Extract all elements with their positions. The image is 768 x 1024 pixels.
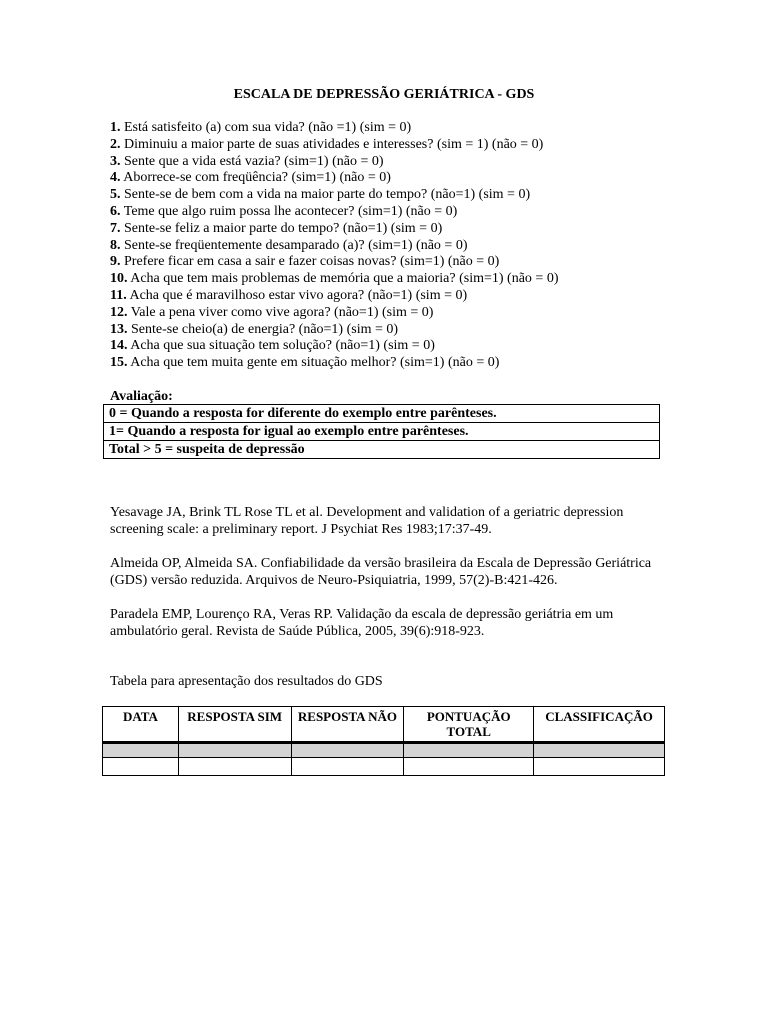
question-number: 7. [110, 220, 121, 236]
question-number: 9. [110, 254, 121, 270]
header-resposta-nao: RESPOSTA NÃO [291, 707, 404, 743]
table-cell [103, 758, 179, 776]
question-text: Sente-se feliz a maior parte do tempo? (não=1) (sim = 0) [120, 220, 443, 236]
reference-item: Paradela EMP, Lourenço RA, Veras RP. Validação da escala de depressão geriátria em um ambulatório geral. Revista de Saúde Pública, 2005, 39(6):918-923. [110, 607, 614, 639]
question-item [110, 355, 670, 372]
question-item [110, 204, 670, 221]
question-number: 12. [110, 304, 128, 320]
question-text: Acha que é maravilhoso estar vivo agora? (não=1) (sim = 0) [126, 287, 468, 303]
evaluation-row [104, 405, 660, 423]
table-cell [291, 758, 404, 776]
question-text: Vale a pena viver como vive agora? (não=1) (sim = 0) [127, 304, 434, 320]
question-item [110, 238, 670, 255]
table-cell [103, 743, 179, 758]
question-number: 4. [110, 170, 121, 186]
question-number: 8. [110, 237, 121, 253]
results-table-label: Tabela para apresentação dos resultados do GDS [110, 674, 383, 689]
question-number: 3. [110, 153, 121, 169]
question-text: Sente-se de bem com a vida na maior parte do tempo? (não=1) (sim = 0) [120, 187, 531, 203]
question-list [110, 120, 670, 372]
question-item [110, 170, 670, 187]
header-classificacao: CLASSIFICAÇÃO [534, 707, 665, 743]
reference-item: Yesavage JA, Brink TL Rose TL et al. Development and validation of a geriatric depression screening scale: a preliminary report. J Psychiat Res 1983;17:37-49. [110, 505, 624, 537]
question-item [110, 322, 670, 339]
question-text: Sente-se cheio(a) de energia? (não=1) (sim = 0) [127, 321, 399, 337]
question-number: 11. [110, 287, 127, 303]
question-number: 2. [110, 136, 121, 152]
question-item [110, 254, 670, 271]
question-number: 13. [110, 321, 128, 337]
table-cell [291, 743, 404, 758]
question-number: 1. [110, 120, 121, 135]
evaluation-cell: 0 = Quando a resposta for diferente do exemplo entre parênteses. [104, 405, 660, 423]
question-item [110, 187, 670, 204]
evaluation-cell: Total > 5 = suspeita de depressão [104, 441, 660, 459]
question-text: Acha que tem mais problemas de memória que a maioria? (sim=1) (não = 0) [127, 271, 559, 287]
results-header-row [103, 707, 665, 743]
evaluation-row [104, 423, 660, 441]
table-row [103, 758, 665, 776]
table-cell [534, 743, 665, 758]
table-cell [178, 743, 291, 758]
header-resposta-sim: RESPOSTA SIM [178, 707, 291, 743]
header-data: DATA [103, 707, 179, 743]
question-item [110, 221, 670, 238]
question-text: Acha que sua situação tem solução? (não=1) (sim = 0) [127, 338, 435, 354]
table-row [103, 743, 665, 758]
table-cell [178, 758, 291, 776]
question-item [110, 271, 670, 288]
question-text: Está satisfeito (a) com sua vida? (não =1) (sim = 0) [120, 120, 412, 135]
table-cell [404, 758, 534, 776]
question-item [110, 338, 670, 355]
question-item [110, 137, 670, 154]
question-text: Prefere ficar em casa a sair e fazer coisas novas? (sim=1) (não = 0) [120, 254, 500, 270]
reference-item: Almeida OP, Almeida SA. Confiabilidade da versão brasileira da Escala de Depressão Geriátrica (GDS) versão reduzida. Arquivos de Neuro-Psiquiatria, 1999, 57(2)-B:421-426. [110, 556, 652, 588]
question-item [110, 305, 670, 322]
question-item [110, 288, 670, 305]
question-text: Sente-se freqüentemente desamparado (a)? (sim=1) (não = 0) [120, 237, 468, 253]
evaluation-row [104, 441, 660, 459]
references [110, 504, 660, 657]
document-title: ESCALA DE DEPRESSÃO GERIÁTRICA - GDS [233, 87, 535, 102]
question-number: 15. [110, 355, 128, 371]
question-number: 14. [110, 338, 128, 354]
table-cell [404, 743, 534, 758]
question-item [110, 154, 670, 171]
question-text: Aborrece-se com freqüência? (sim=1) (não = 0) [120, 170, 391, 186]
evaluation-table [103, 404, 660, 459]
question-text: Teme que algo ruim possa lhe acontecer? (sim=1) (não = 0) [120, 203, 458, 219]
question-text: Sente que a vida está vazia? (sim=1) (não = 0) [120, 153, 384, 169]
question-text: Acha que tem muita gente em situação melhor? (sim=1) (não = 0) [127, 355, 500, 371]
question-number: 5. [110, 187, 121, 203]
table-cell [534, 758, 665, 776]
question-number: 6. [110, 203, 121, 219]
evaluation-cell: 1= Quando a resposta for igual ao exemplo entre parênteses. [104, 423, 660, 441]
question-number: 10. [110, 271, 128, 287]
question-text: Diminuiu a maior parte de suas atividades e interesses? (sim = 1) (não = 0) [120, 136, 544, 152]
header-pontuacao-total: PONTUAÇÃO TOTAL [404, 707, 534, 743]
question-item [110, 120, 670, 137]
results-table [102, 706, 665, 776]
evaluation-label: Avaliação: [110, 389, 173, 404]
